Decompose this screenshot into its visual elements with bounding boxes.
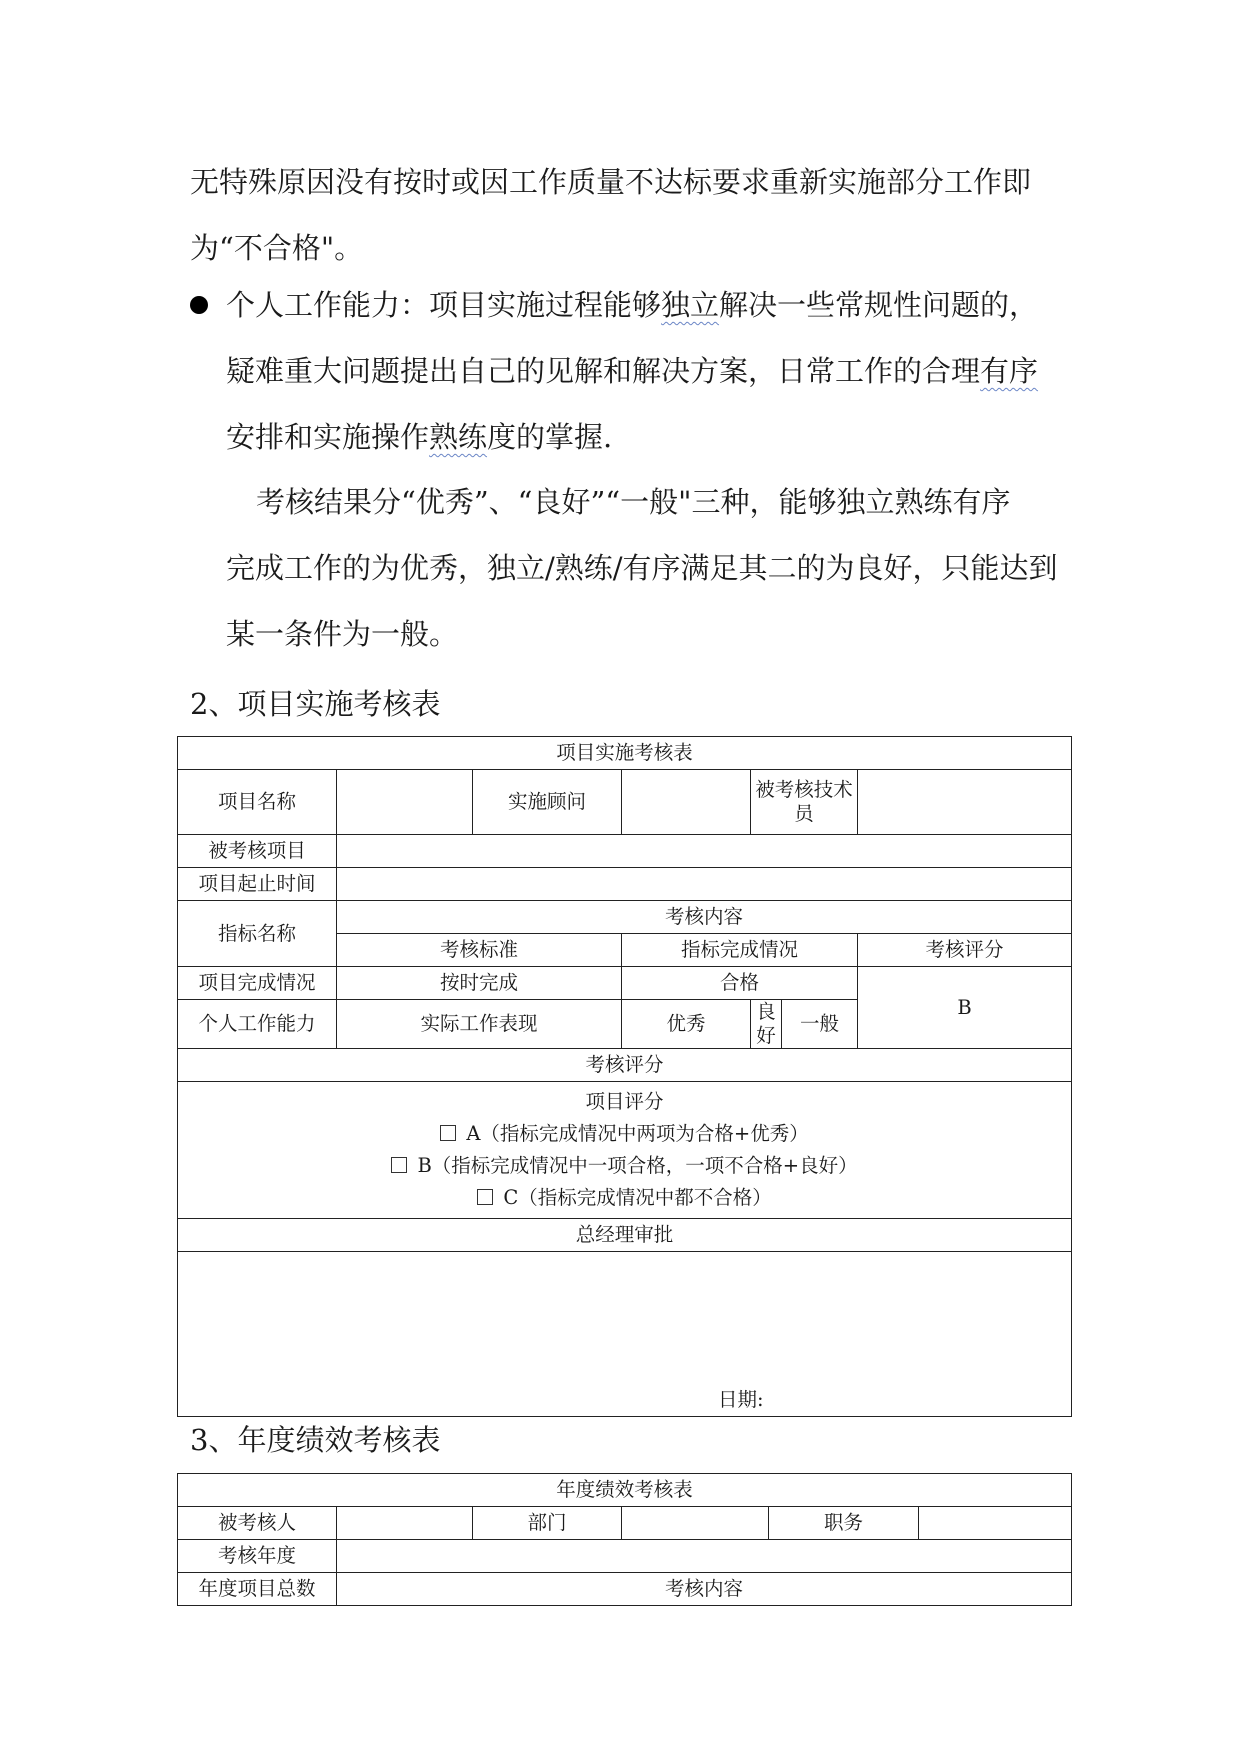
content-header: 考核内容 — [337, 901, 1072, 934]
score-header: 考核评分 — [858, 934, 1072, 967]
section-heading: 3、年度绩效考核表 — [190, 1423, 441, 1457]
text-line: 为“不合格"。 — [190, 231, 364, 265]
consultant-label: 实施顾问 — [473, 770, 622, 835]
text-line: 某一条件为一般。 — [226, 617, 459, 651]
text-line: 疑难重大问题提出自己的见解和解决方案，日常工作的合理有序 — [226, 354, 1039, 388]
year-label: 考核年度 — [178, 1540, 337, 1573]
paragraph-result — [226, 469, 1070, 667]
project-name-label: 项目名称 — [178, 770, 337, 835]
section-heading: 2、项目实施考核表 — [190, 687, 441, 721]
period-label: 项目起止时间 — [178, 868, 337, 901]
project-assessed-value[interactable] — [337, 835, 1072, 868]
row-label: 个人工作能力 — [178, 1000, 337, 1049]
average-option: 一般 — [782, 1000, 858, 1049]
person-value[interactable] — [337, 1507, 473, 1540]
score-section-header: 考核评分 — [178, 1049, 1072, 1082]
text-line: 个人工作能力：项目实施过程能够独立解决一些常规性问题的， — [226, 288, 1039, 322]
text-line: 完成工作的为优秀，独立/熟练/有序满足其二的为良好，只能达到 — [226, 551, 1058, 585]
project-score-options — [178, 1082, 1072, 1219]
approval-area[interactable] — [178, 1252, 1072, 1417]
paragraph-unqualified — [190, 149, 1070, 281]
completion-status-header: 指标完成情况 — [622, 934, 858, 967]
bullet-icon — [190, 296, 208, 314]
row-status: 合格 — [622, 967, 858, 1000]
checkbox-icon[interactable] — [477, 1189, 493, 1205]
row-label: 项目完成情况 — [178, 967, 337, 1000]
position-label: 职务 — [769, 1507, 919, 1540]
department-label: 部门 — [473, 1507, 622, 1540]
row-standard: 按时完成 — [337, 967, 622, 1000]
department-value[interactable] — [622, 1507, 769, 1540]
technician-label: 被考核技术 员 — [751, 770, 858, 835]
score-value: B — [858, 967, 1072, 1049]
project-assessment-table — [177, 736, 1072, 1417]
option-c[interactable]: C（指标完成情况中都不合格） — [190, 1182, 1059, 1214]
position-value[interactable] — [919, 1507, 1072, 1540]
excellent-option: 优秀 — [622, 1000, 751, 1049]
checkbox-icon[interactable] — [440, 1125, 456, 1141]
person-label: 被考核人 — [178, 1507, 337, 1540]
table-title: 年度绩效考核表 — [178, 1474, 1072, 1507]
option-b[interactable]: B（指标完成情况中一项合格，一项不合格+良好） — [190, 1150, 1059, 1182]
project-assessed-label: 被考核项目 — [178, 835, 337, 868]
period-value[interactable] — [337, 868, 1072, 901]
table-title: 项目实施考核表 — [178, 737, 1072, 770]
good-option: 良好 — [751, 1000, 782, 1049]
annual-assessment-table — [177, 1473, 1072, 1606]
checkbox-icon[interactable] — [391, 1157, 407, 1173]
text-line: 无特殊原因没有按时或因工作质量不达标要求重新实施部分工作即 — [190, 165, 1032, 199]
indicator-name-header: 指标名称 — [178, 901, 337, 967]
option-a[interactable]: A（指标完成情况中两项为合格+优秀） — [190, 1118, 1059, 1150]
date-label: 日期: — [718, 1388, 764, 1411]
project-name-value[interactable] — [337, 770, 473, 835]
content-header: 考核内容 — [337, 1573, 1072, 1606]
technician-value[interactable] — [858, 770, 1072, 835]
standard-header: 考核标准 — [337, 934, 622, 967]
text-line: 考核结果分“优秀”、“良好”“一般"三种，能够独立熟练有序 — [256, 485, 1011, 519]
total-projects-label: 年度项目总数 — [178, 1573, 337, 1606]
project-score-label: 项目评分 — [585, 1090, 664, 1113]
approval-header: 总经理审批 — [178, 1219, 1072, 1252]
year-value[interactable] — [337, 1540, 1072, 1573]
row-standard: 实际工作表现 — [337, 1000, 622, 1049]
text-line: 安排和实施操作熟练度的掌握. — [226, 420, 613, 454]
consultant-value[interactable] — [622, 770, 751, 835]
paragraph-ability — [226, 272, 1070, 470]
